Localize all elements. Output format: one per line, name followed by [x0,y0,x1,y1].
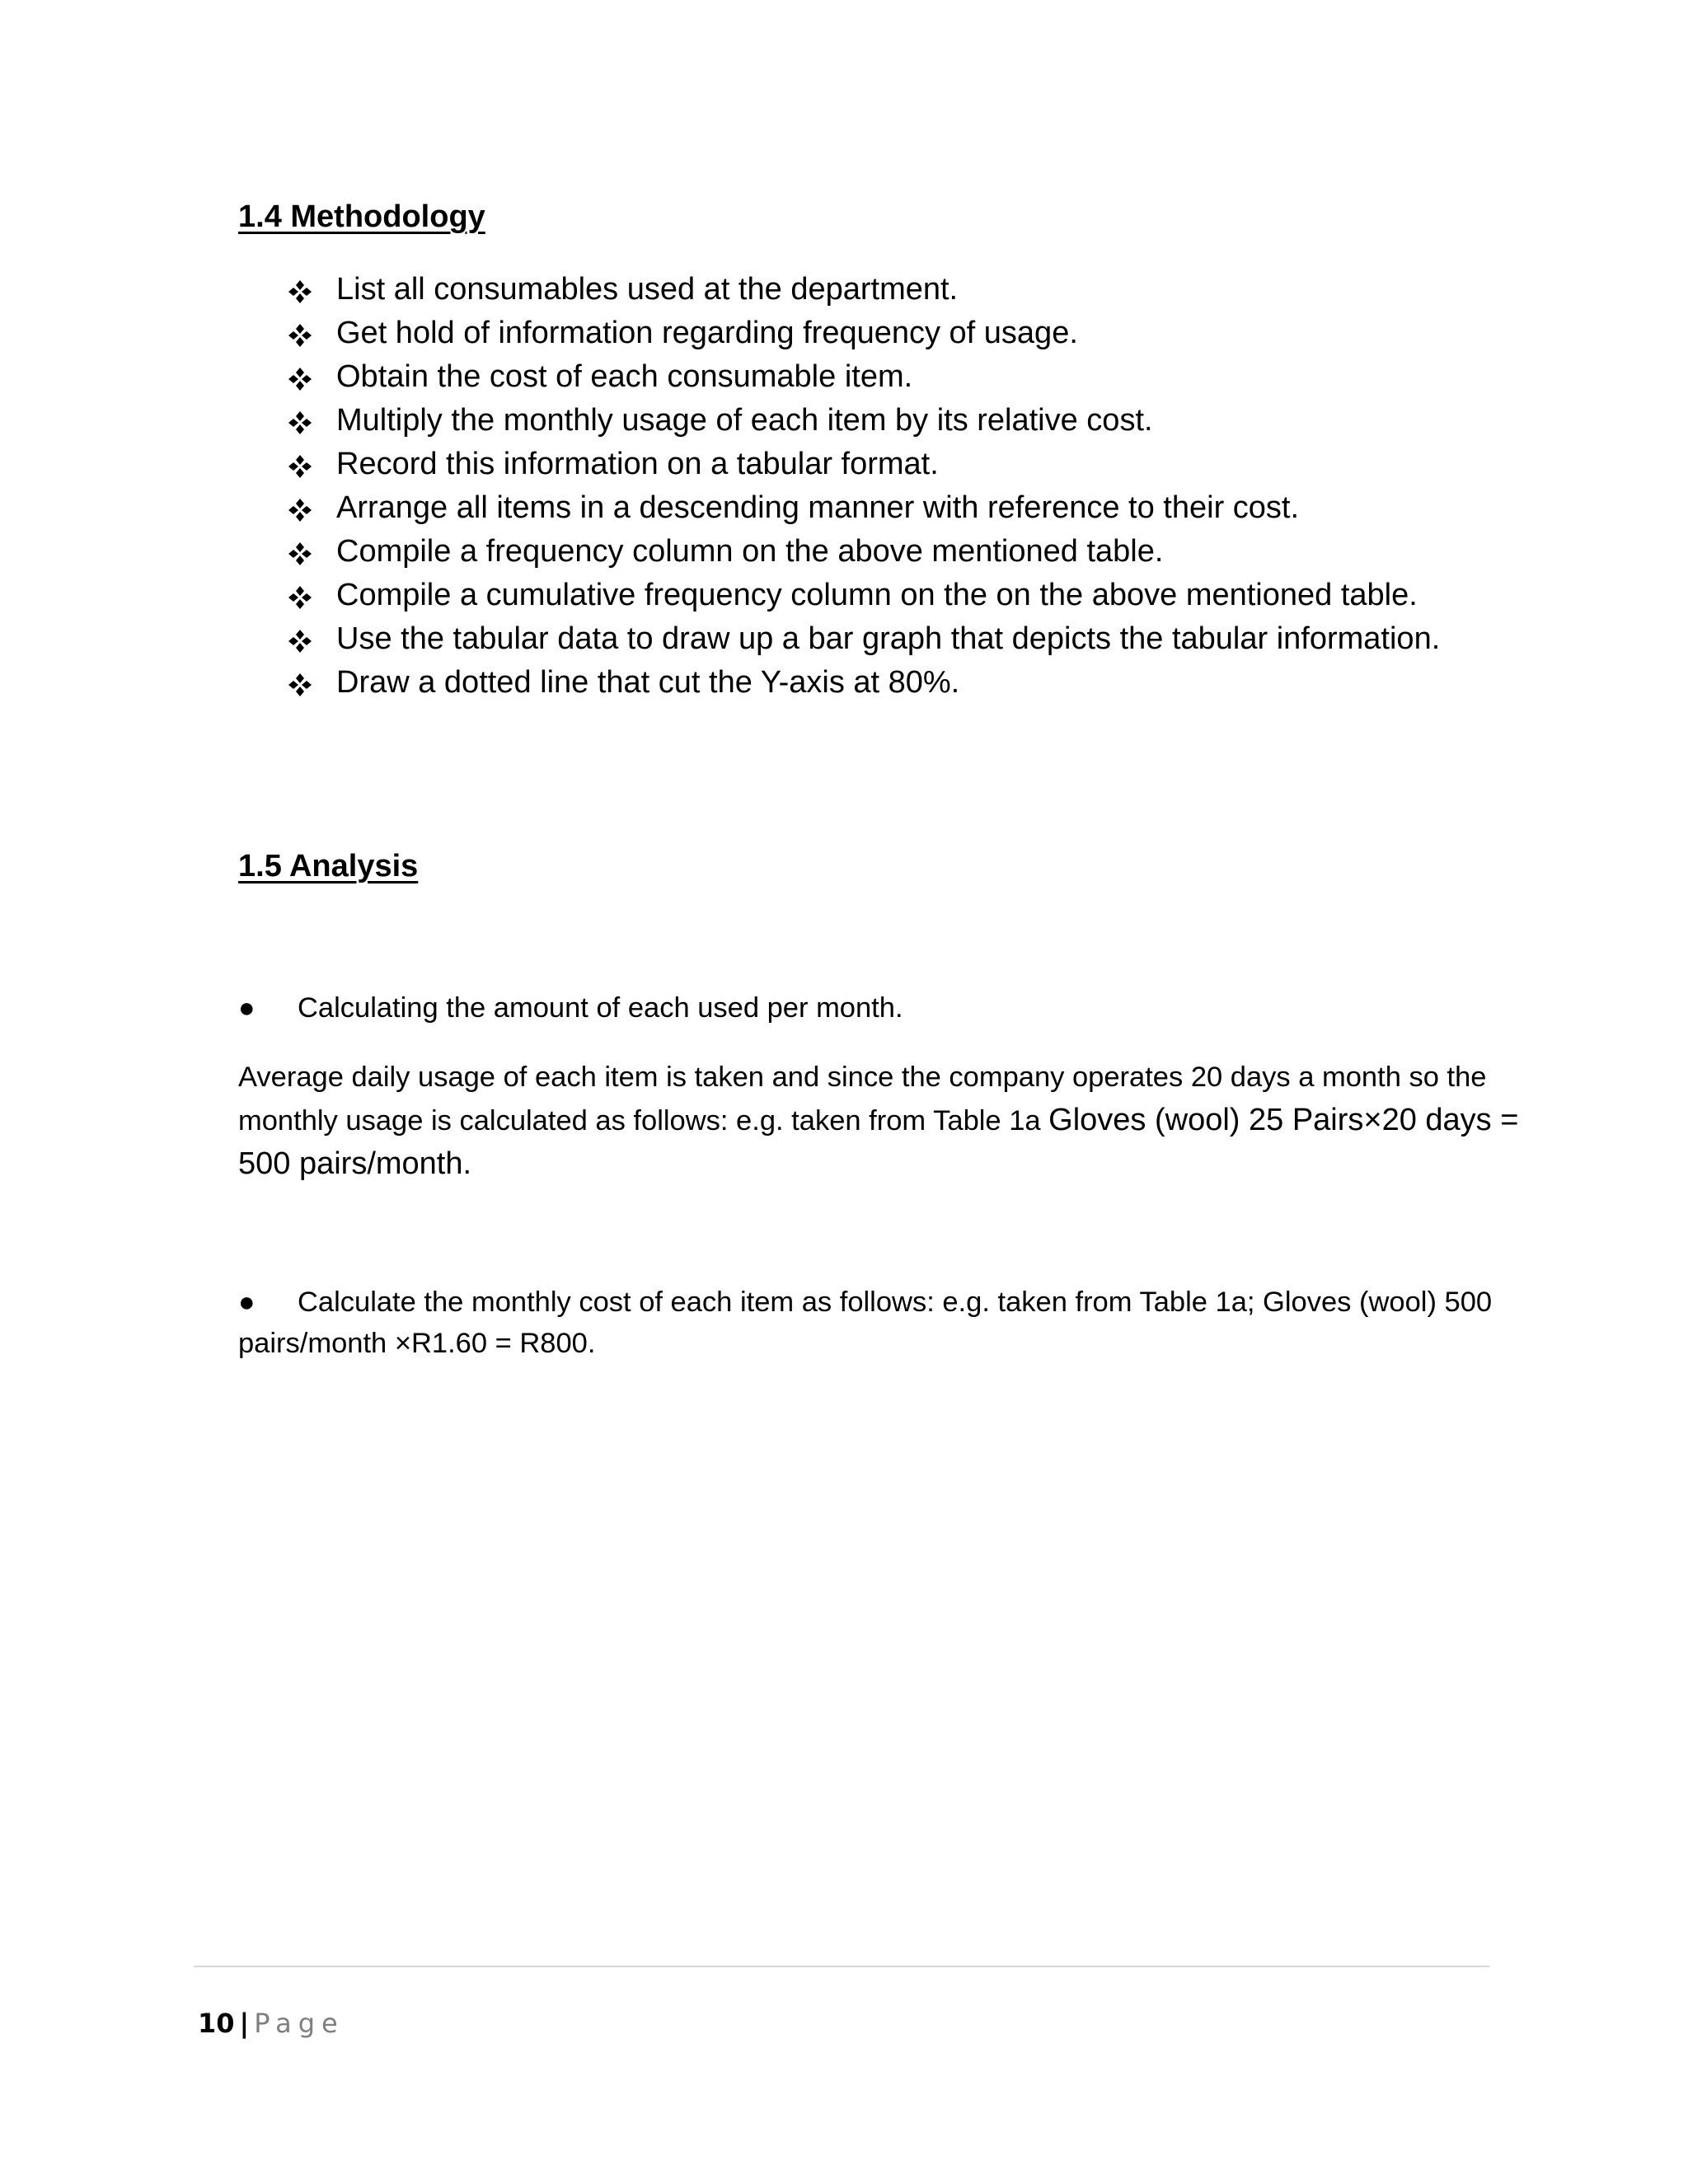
list-item-text: Obtain the cost of each consumable item. [336,359,913,394]
methodology-heading: 1.4 Methodology [238,199,485,234]
list-item-text: Record this information on a tabular format. [336,447,939,481]
list-item-text: List all consumables used at the department. [336,272,959,307]
list-item-text: Compile a frequency column on the above mentioned table. [336,534,1164,569]
monthly-usage-paragraph [238,1056,1524,1186]
list-item [284,312,1504,355]
list-item-text: Get hold of information regarding frequency of usage. [336,316,1078,350]
page-footer [198,2007,345,2040]
diamond-bullet-icon [288,498,312,523]
analysis-bullet-item [238,987,1524,1029]
list-item [284,486,1504,530]
list-item [284,355,1504,399]
paragraph-example-text: Gloves (wool) 25 Pairs×20 days = 500 pairs/month. [238,1103,1519,1181]
list-item-text: Use the tabular data to draw up a bar graph that depicts the tabular information. [336,621,1441,656]
list-item [284,617,1504,661]
footer-separator: | [239,2008,250,2039]
bullet-dot-icon: ● [238,1286,256,1318]
diamond-bullet-icon [288,541,312,566]
footer-divider [194,1966,1489,1967]
list-item [284,399,1504,443]
list-item [284,574,1504,617]
diamond-bullet-icon [288,410,312,435]
page-label: Page [254,2008,345,2039]
diamond-bullet-icon [288,673,312,697]
list-item [284,443,1504,486]
diamond-bullet-icon [288,279,312,304]
diamond-bullet-icon [288,367,312,391]
paragraph-text: Average daily usage of each item is taken and since the company operates 20 days a month so the monthly usage is calculated as follows: e.g. taken from Table 1a [238,1062,1487,1137]
diamond-bullet-icon [288,585,312,610]
analysis-heading: 1.5 Analysis [238,849,419,883]
list-item-text: Multiply the monthly usage of each item by its relative cost. [336,403,1153,438]
methodology-list [284,268,1504,705]
analysis-bullet-text: Calculate the monthly cost of each item as follows: e.g. taken from Table 1a; Gloves (wool) 500 pairs/month ×R1.60 = R800. [238,1286,1493,1359]
diamond-bullet-icon [288,629,312,654]
list-item-text: Draw a dotted line that cut the Y-axis at 80%. [336,665,960,700]
list-item-text: Compile a cumulative frequency column on the on the above mentioned table. [336,578,1418,612]
list-item [284,268,1504,312]
bullet-dot-icon: ● [238,992,256,1024]
analysis-bullet-text: Calculating the amount of each used per month. [298,992,903,1024]
analysis-bullet-item [238,1282,1524,1364]
list-item [284,661,1504,705]
list-item-text: Arrange all items in a descending manner with reference to their cost. [336,490,1300,525]
page-number: 10 [198,2008,235,2039]
diamond-bullet-icon [288,323,312,348]
diamond-bullet-icon [288,454,312,479]
list-item [284,530,1504,574]
